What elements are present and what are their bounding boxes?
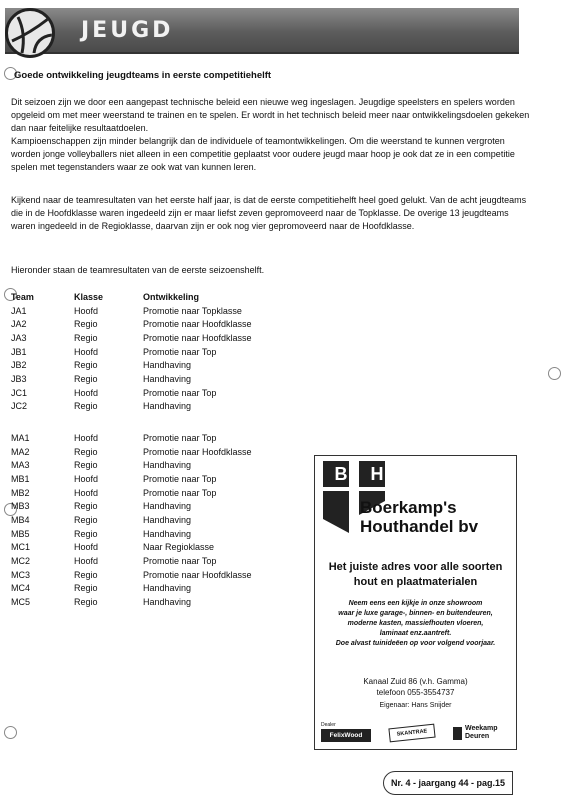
promo-line: laminaat enz.aantreft.: [379, 630, 452, 637]
tagline-line1: Het juiste adres voor alle soorten: [328, 561, 503, 573]
cell-klasse: Hoofd: [74, 387, 99, 398]
cell-klasse: Hoofd: [74, 346, 99, 357]
company-name-line2: Houthandel bv: [360, 517, 479, 536]
weekamp-sub: Deuren: [465, 733, 490, 740]
ad-address: [315, 676, 516, 698]
cell-ontwikkeling: Handhaving: [143, 583, 192, 594]
cell-klasse: Hoofd: [74, 305, 99, 316]
cell-ontwikkeling: Promotie naar Top: [143, 346, 217, 357]
cell-team: MB5: [11, 528, 30, 539]
cell-ontwikkeling: Promotie naar Top: [143, 556, 217, 567]
cell-klasse: Regio: [74, 446, 98, 457]
cell-ontwikkeling: Promotie naar Hoofdklasse: [143, 446, 252, 457]
phone-line: telefoon 055-3554737: [376, 688, 455, 697]
ad-tagline: [315, 560, 516, 590]
cell-team: MC1: [11, 542, 31, 553]
cell-klasse: Regio: [74, 528, 98, 539]
cell-team: MB3: [11, 501, 30, 512]
address-line: Kanaal Zuid 86 (v.h. Gamma): [363, 677, 468, 686]
cell-klasse: Regio: [74, 332, 98, 343]
logo-letter-b: B: [334, 464, 348, 484]
tagline-line2: hout en plaatmaterialen: [353, 576, 478, 588]
cell-team: MC2: [11, 556, 31, 567]
cell-team: JA3: [11, 332, 27, 343]
cell-team: MB4: [11, 514, 30, 525]
table-row: [11, 304, 313, 318]
table-row: [11, 431, 313, 445]
cell-team: MA1: [11, 432, 30, 443]
cell-klasse: Hoofd: [74, 473, 99, 484]
cell-team: MC5: [11, 597, 31, 608]
cell-ontwikkeling: Naar Regioklasse: [143, 542, 215, 553]
cell-ontwikkeling: Handhaving: [143, 514, 192, 525]
paragraph-results: Kijkend naar de teamresultaten van het eerste half jaar, is dat de eerste competitiehelft heel goed gelukt. Van de acht jeugdteams die in de Hoofdklasse waren ingedeeld zijn er maar liefst zeven gepromoveerd naar de Topklasse. De overige 13 jeugdteams waren ingedeeld in de Regioklasse, daarvan zijn er ook nog vier gepromoveerd naar de Hoofdklasse.: [11, 195, 527, 231]
cell-ontwikkeling: Handhaving: [143, 360, 192, 371]
table-row: [11, 554, 313, 568]
page-title: JEUGD: [81, 18, 174, 43]
column-header-klasse: Klasse: [74, 291, 104, 302]
felixwood-logo: FelixWood: [321, 729, 371, 742]
cell-ontwikkeling: Handhaving: [143, 373, 192, 384]
cell-klasse: Regio: [74, 319, 98, 330]
skantrae-logo: SKANTRAE: [388, 724, 435, 743]
cell-ontwikkeling: Handhaving: [143, 528, 192, 539]
results-group-m: [11, 431, 313, 609]
promo-line: Doe alvast tuinideëen op voor volgend voorjaar.: [335, 640, 496, 647]
cell-klasse: Hoofd: [74, 542, 99, 553]
results-table-m: [11, 431, 313, 609]
punch-hole-icon: [548, 367, 561, 380]
table-header-row: [11, 290, 313, 304]
table-row: [11, 445, 313, 459]
table-row: [11, 527, 313, 541]
column-header-ontwikkeling: Ontwikkeling: [143, 291, 200, 302]
cell-klasse: Regio: [74, 373, 98, 384]
results-table: [11, 290, 313, 413]
paragraph-intro: Dit seizoen zijn we door een aangepast technische beleid een nieuwe weg ingeslagen. Jeugdige speelsters en spelers worden opgeleid om met meer weerstand te trainen en te spelen. Er wordt in het technisch beleid meer naar ontwikkelingsdoelen gekeken dan naar feitelijke resultaatdoelen.: [11, 97, 530, 133]
cell-team: JB1: [11, 346, 27, 357]
cell-team: JC2: [11, 401, 28, 412]
cell-klasse: Regio: [74, 501, 98, 512]
table-row: [11, 541, 313, 555]
table-row: [11, 458, 313, 472]
volleyball-icon: [5, 8, 55, 58]
table-row: [11, 595, 313, 609]
cell-klasse: Regio: [74, 583, 98, 594]
table-row: [11, 582, 313, 596]
cell-team: MA2: [11, 446, 30, 457]
cell-ontwikkeling: Handhaving: [143, 597, 192, 608]
cell-team: MA3: [11, 460, 30, 471]
cell-klasse: Regio: [74, 514, 98, 525]
table-row: [11, 472, 313, 486]
table-row: [11, 331, 313, 345]
cell-team: MB2: [11, 487, 30, 498]
table-row: [11, 372, 313, 386]
table-row: [11, 568, 313, 582]
promo-line: Neem eens een kijkje in onze showroom: [348, 600, 483, 607]
cell-team: MC4: [11, 583, 31, 594]
cell-ontwikkeling: Promotie naar Top: [143, 473, 217, 484]
cell-klasse: Regio: [74, 460, 98, 471]
cell-klasse: Regio: [74, 360, 98, 371]
table-row: [11, 499, 313, 513]
cell-team: MC3: [11, 569, 31, 580]
cell-ontwikkeling: Promotie naar Topklasse: [143, 305, 242, 316]
article-heading: Goede ontwikkeling jeugdteams in eerste competitiehelft: [14, 70, 272, 81]
cell-ontwikkeling: Promotie naar Top: [143, 432, 217, 443]
cell-ontwikkeling: Handhaving: [143, 401, 192, 412]
table-row: [11, 386, 313, 400]
paragraph-table-intro: Hieronder staan de teamresultaten van de eerste seizoenshelft.: [11, 265, 265, 275]
dealer-label: Dealer: [321, 722, 336, 728]
cell-team: JA1: [11, 305, 27, 316]
table-row: [11, 400, 313, 414]
ad-owner: Eigenaar: Hans Snijder: [379, 702, 452, 709]
paragraph-championships: Kampioenschappen zijn minder belangrijk dan de individuele of teamontwikkelingen. Om die weerstand te kunnen vergroten worden jonge volleyballers niet alleen in een competitie geplaatst voor oudere jeugd maar hoop je ook dat ze in een competitie spelen met tegenstanders waar ze ook wat van kunnen leren.: [11, 136, 515, 172]
table-row: [11, 317, 313, 331]
promo-line: waar je luxe garage-, binnen- en buitendeuren,: [338, 610, 493, 617]
results-group-j: [11, 304, 313, 414]
cell-klasse: Regio: [74, 569, 98, 580]
cell-team: JB3: [11, 373, 27, 384]
advertisement: [314, 455, 517, 750]
dealer-logos: [321, 722, 513, 744]
cell-ontwikkeling: Promotie naar Hoofdklasse: [143, 569, 252, 580]
cell-ontwikkeling: Promotie naar Top: [143, 487, 217, 498]
cell-ontwikkeling: Handhaving: [143, 501, 192, 512]
cell-klasse: Hoofd: [74, 556, 99, 567]
column-header-team: Team: [11, 291, 34, 302]
cell-ontwikkeling: Promotie naar Hoofdklasse: [143, 332, 252, 343]
company-name: [360, 498, 478, 536]
weekamp-logo: [453, 725, 513, 743]
logo-letter-h: H: [370, 464, 384, 484]
table-row: [11, 358, 313, 372]
weekamp-name: Weekamp: [465, 725, 498, 732]
promo-line: moderne kasten, massiefhouten vloeren,: [347, 620, 484, 627]
company-name-line1: Boerkamp's: [360, 498, 457, 517]
cell-klasse: Regio: [74, 401, 98, 412]
cell-ontwikkeling: Promotie naar Hoofdklasse: [143, 319, 252, 330]
cell-ontwikkeling: Promotie naar Top: [143, 387, 217, 398]
cell-klasse: Hoofd: [74, 432, 99, 443]
weekamp-mark-icon: [453, 727, 462, 740]
cell-team: JA2: [11, 319, 27, 330]
cell-team: JB2: [11, 360, 27, 371]
section-banner: [5, 8, 519, 54]
cell-klasse: Regio: [74, 597, 98, 608]
table-row: [11, 486, 313, 500]
ad-promo-text: [315, 599, 516, 649]
page-number: Nr. 4 - jaargang 44 - pag.15: [383, 771, 513, 795]
cell-team: JC1: [11, 387, 28, 398]
table-row: [11, 345, 313, 359]
table-row: [11, 513, 313, 527]
cell-klasse: Hoofd: [74, 487, 99, 498]
cell-team: MB1: [11, 473, 30, 484]
punch-hole-icon: [4, 726, 17, 739]
cell-ontwikkeling: Handhaving: [143, 460, 192, 471]
